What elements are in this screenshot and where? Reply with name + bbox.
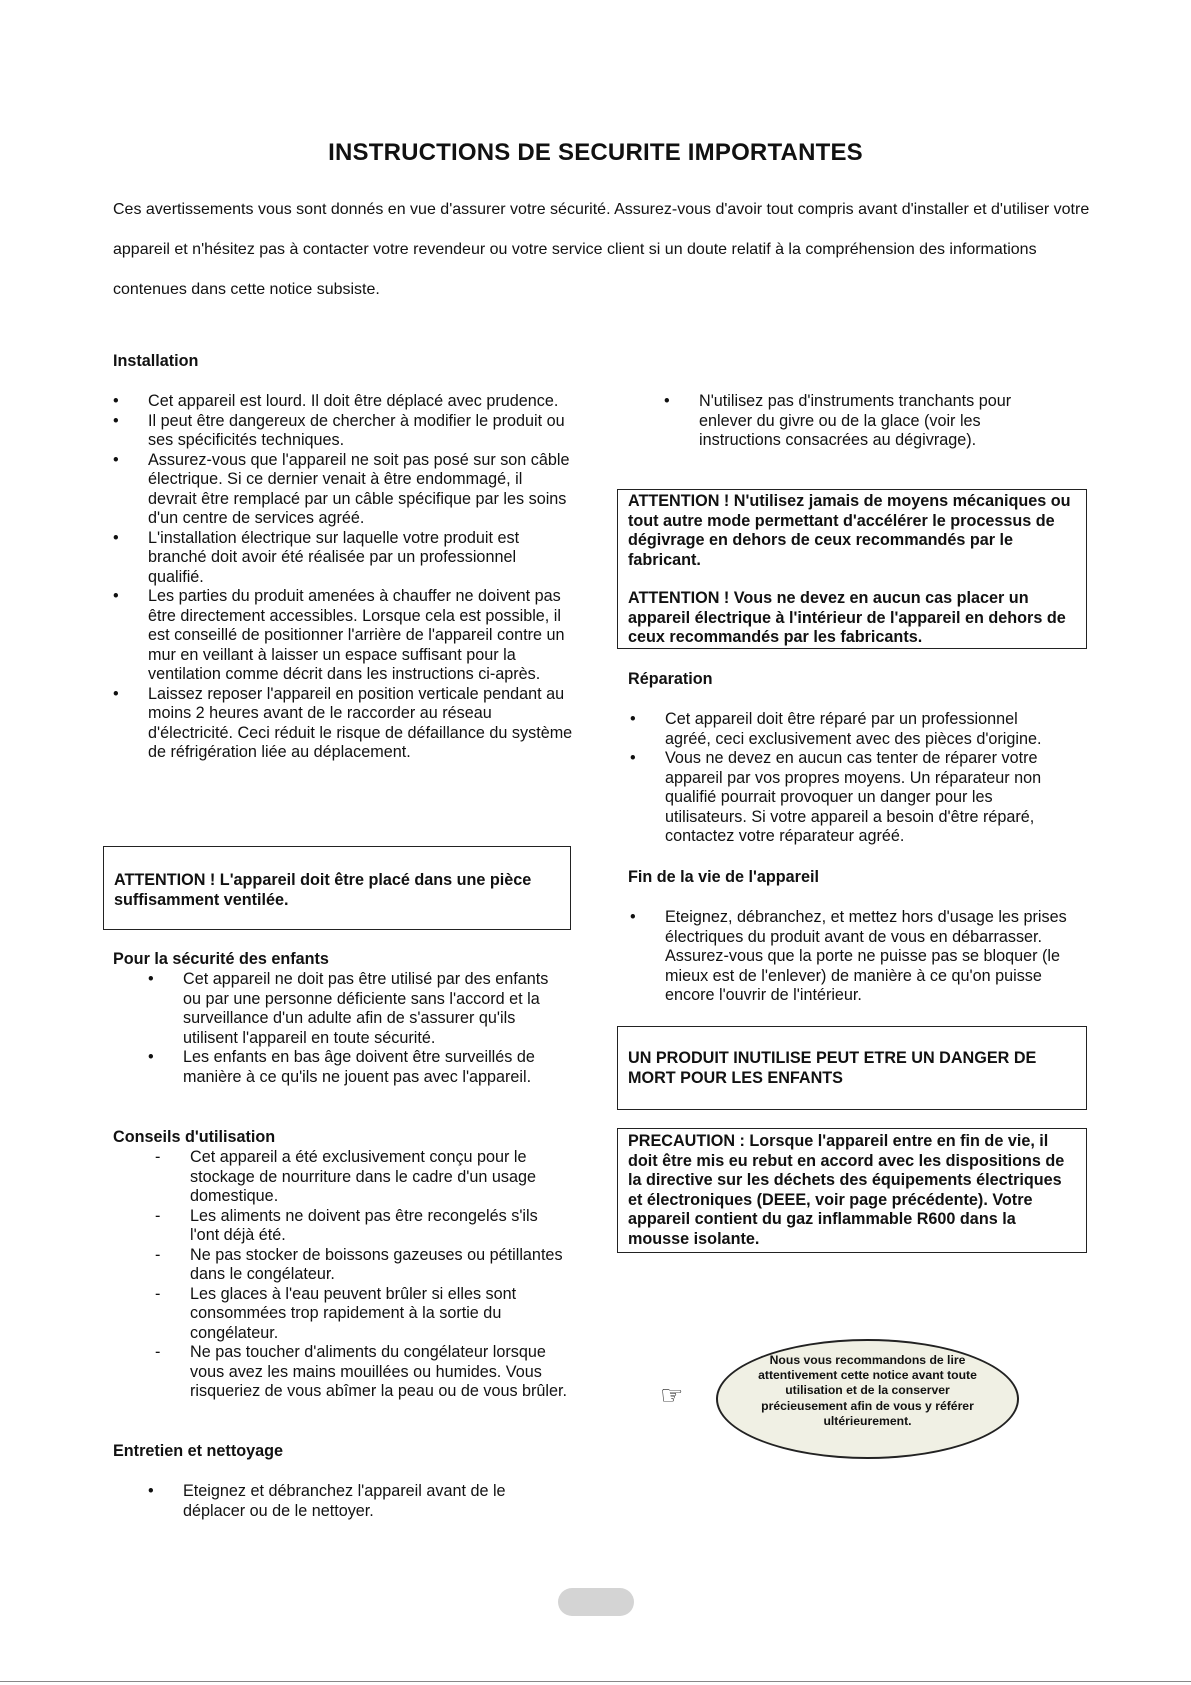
list-item: • Les enfants en bas âge doivent être surveillés de manière à ce qu'ils ne jouent pas avec l'appareil. [148,1048,535,1086]
list-item: • Assurez-vous que l'appareil ne soit pas posé sur son câble électrique. Si ce dernier venait à être endommagé, il devrait être remplacé par un câble spécifique par les soins d'un centre de services agréé. [113,450,570,527]
entretien-heading: Entretien et nettoyage [113,1442,284,1460]
list-item: • Laissez reposer l'appareil en position verticale pendant au moins 2 heures avant de le raccorder au réseau d'électricité. Ceci réduit le risque de défaillance du système de réfrigération liée au déplacement. [113,684,573,761]
intro-paragraph: Ces avertissements vous sont donnés en vue d'assurer votre sécurité. Assurez-vous d'avoir tout compris avant d'installer et d'utiliser votre appareil et n'hésitez pas à contacter votre revendeur ou votre service client si un doute relatif à la compréhension des informations contenues dans cette notice subsiste. [113,201,1090,298]
installation-section [113,352,573,372]
list-item: • Cet appareil est lourd. Il doit être déplacé avec prudence. [113,392,559,410]
recommendation-oval [716,1339,1019,1459]
list-item: - Cet appareil a été exclusivement conçu pour le stockage de nourriture dans le cadre d'un usage domestique. [155,1148,536,1205]
precaution-text: PRECAUTION : Lorsque l'appareil entre en fin de vie, il doit être mis eu rebut en accord avec les dispositions de la directive sur les déchets des équipements électriques et électroniques (DEEE, voir page précédente). Votre appareil contient du gaz inflammable R600 dans la mousse isolante. [628,1132,1065,1248]
precaution-box [617,1128,1087,1253]
enfants-list [148,970,563,1087]
danger-text: UN PRODUIT INUTILISE PEUT ETRE UN DANGER DE MORT POUR LES ENFANTS [628,1049,1037,1087]
list-item: - Les glaces à l'eau peuvent brûler si elles sont consommées trop rapidement à la sortie du congélateur. [155,1284,517,1342]
attention-ventilation-text: ATTENTION ! L'appareil doit être placé dans une pièce suffisamment ventilée. [114,871,532,909]
list-item: • N'utilisez pas d'instruments tranchants pour enlever du givre ou de la glace (voir les instructions consacrées au dégivrage). [664,392,1012,449]
recommendation-text: Nous vous recommandons de lire attentivement cette notice avant toute utilisation et de la conserver précieusement afin de vous y référer ultérieurement. [758,1353,977,1428]
pointing-hand-icon: ☞ [660,1381,684,1411]
list-item: • L'installation électrique sur laquelle votre produit est branché doit avoir été réalisée par un professionnel qualifié. [113,528,520,586]
entretien-list [148,1482,563,1521]
right-top-list [664,392,1044,451]
bottom-divider [0,1681,1191,1682]
danger-box [617,1026,1087,1110]
page-title: INSTRUCTIONS DE SECURITE IMPORTANTES [328,139,863,166]
list-item: - Ne pas toucher d'aliments du congélateur lorsque vous avez les mains mouillées ou humides. Vous risqueriez de vous abîmer la peau ou de vous brûler. [155,1343,568,1400]
list-item: - Les aliments ne doivent pas être recongelés s'ils l'ont déjà été. [155,1206,538,1244]
reparation-list [630,710,1060,847]
attention-defrost-box [617,489,1087,649]
list-item: • Il peut être dangereux de chercher à modifier le produit ou ses spécificités techniques. [113,411,565,449]
conseils-heading: Conseils d'utilisation [113,1128,276,1146]
conseils-list [155,1148,570,1402]
installation-list [113,392,573,763]
page-number-badge [558,1588,634,1616]
list-item: • Les parties du produit amenées à chauffer ne doivent pas être directement accessibles. Lorsque cela est possible, il est conseillé de positionner l'arrière de l'appareil contre un mur en veillant à laisser un espace suffisant pour la ventilation comme décrit dans les instructions ci-après. [113,587,565,683]
enfants-heading: Pour la sécurité des enfants [113,950,329,968]
list-item: • Vous ne devez en aucun cas tenter de réparer votre appareil par vos propres moyens. Un réparateur non qualifié pourrait provoquer un danger pour les utilisateurs. Si votre appareil a besoin d'être réparé, contactez votre réparateur agréé. [630,749,1042,845]
attention-electric-text: ATTENTION ! Vous ne devez en aucun cas placer un appareil électrique à l'intérieur de l'appareil en dehors de ceux recommandés par les fabricants. [628,589,1066,646]
list-item: • Eteignez et débranchez l'appareil avant de le déplacer ou de le nettoyer. [148,1482,506,1520]
installation-heading: Installation [113,352,199,370]
list-item: • Eteignez, débranchez, et mettez hors d'usage les prises électriques du produit avant de vous en débarrasser. Assurez-vous que la porte ne puisse pas se bloquer (le mieux est de l'enlever) de manière à ce qu'on puisse encore l'ouvrir de l'intérieur. [630,908,1067,1004]
attention-defrost-text: ATTENTION ! N'utilisez jamais de moyens mécaniques ou tout autre mode permettant d'accélérer le processus de dégivrage en dehors de ceux recommandés par le fabricant. [628,492,1071,569]
list-item: • Cet appareil ne doit pas être utilisé par des enfants ou par une personne déficiente sans l'accord et la surveillance d'un adulte afin de s'assurer qu'ils utilisent l'appareil en toute sécurité. [148,970,549,1047]
reparation-heading: Réparation [628,670,713,688]
fin-de-vie-heading: Fin de la vie de l'appareil [628,868,819,886]
list-item: • Cet appareil doit être réparé par un professionnel agréé, ceci exclusivement avec des pièces d'origine. [630,710,1042,748]
list-item: - Ne pas stocker de boissons gazeuses ou pétillantes dans le congélateur. [155,1245,563,1283]
fin-de-vie-list [630,908,1075,1006]
attention-ventilation-box [103,846,571,930]
